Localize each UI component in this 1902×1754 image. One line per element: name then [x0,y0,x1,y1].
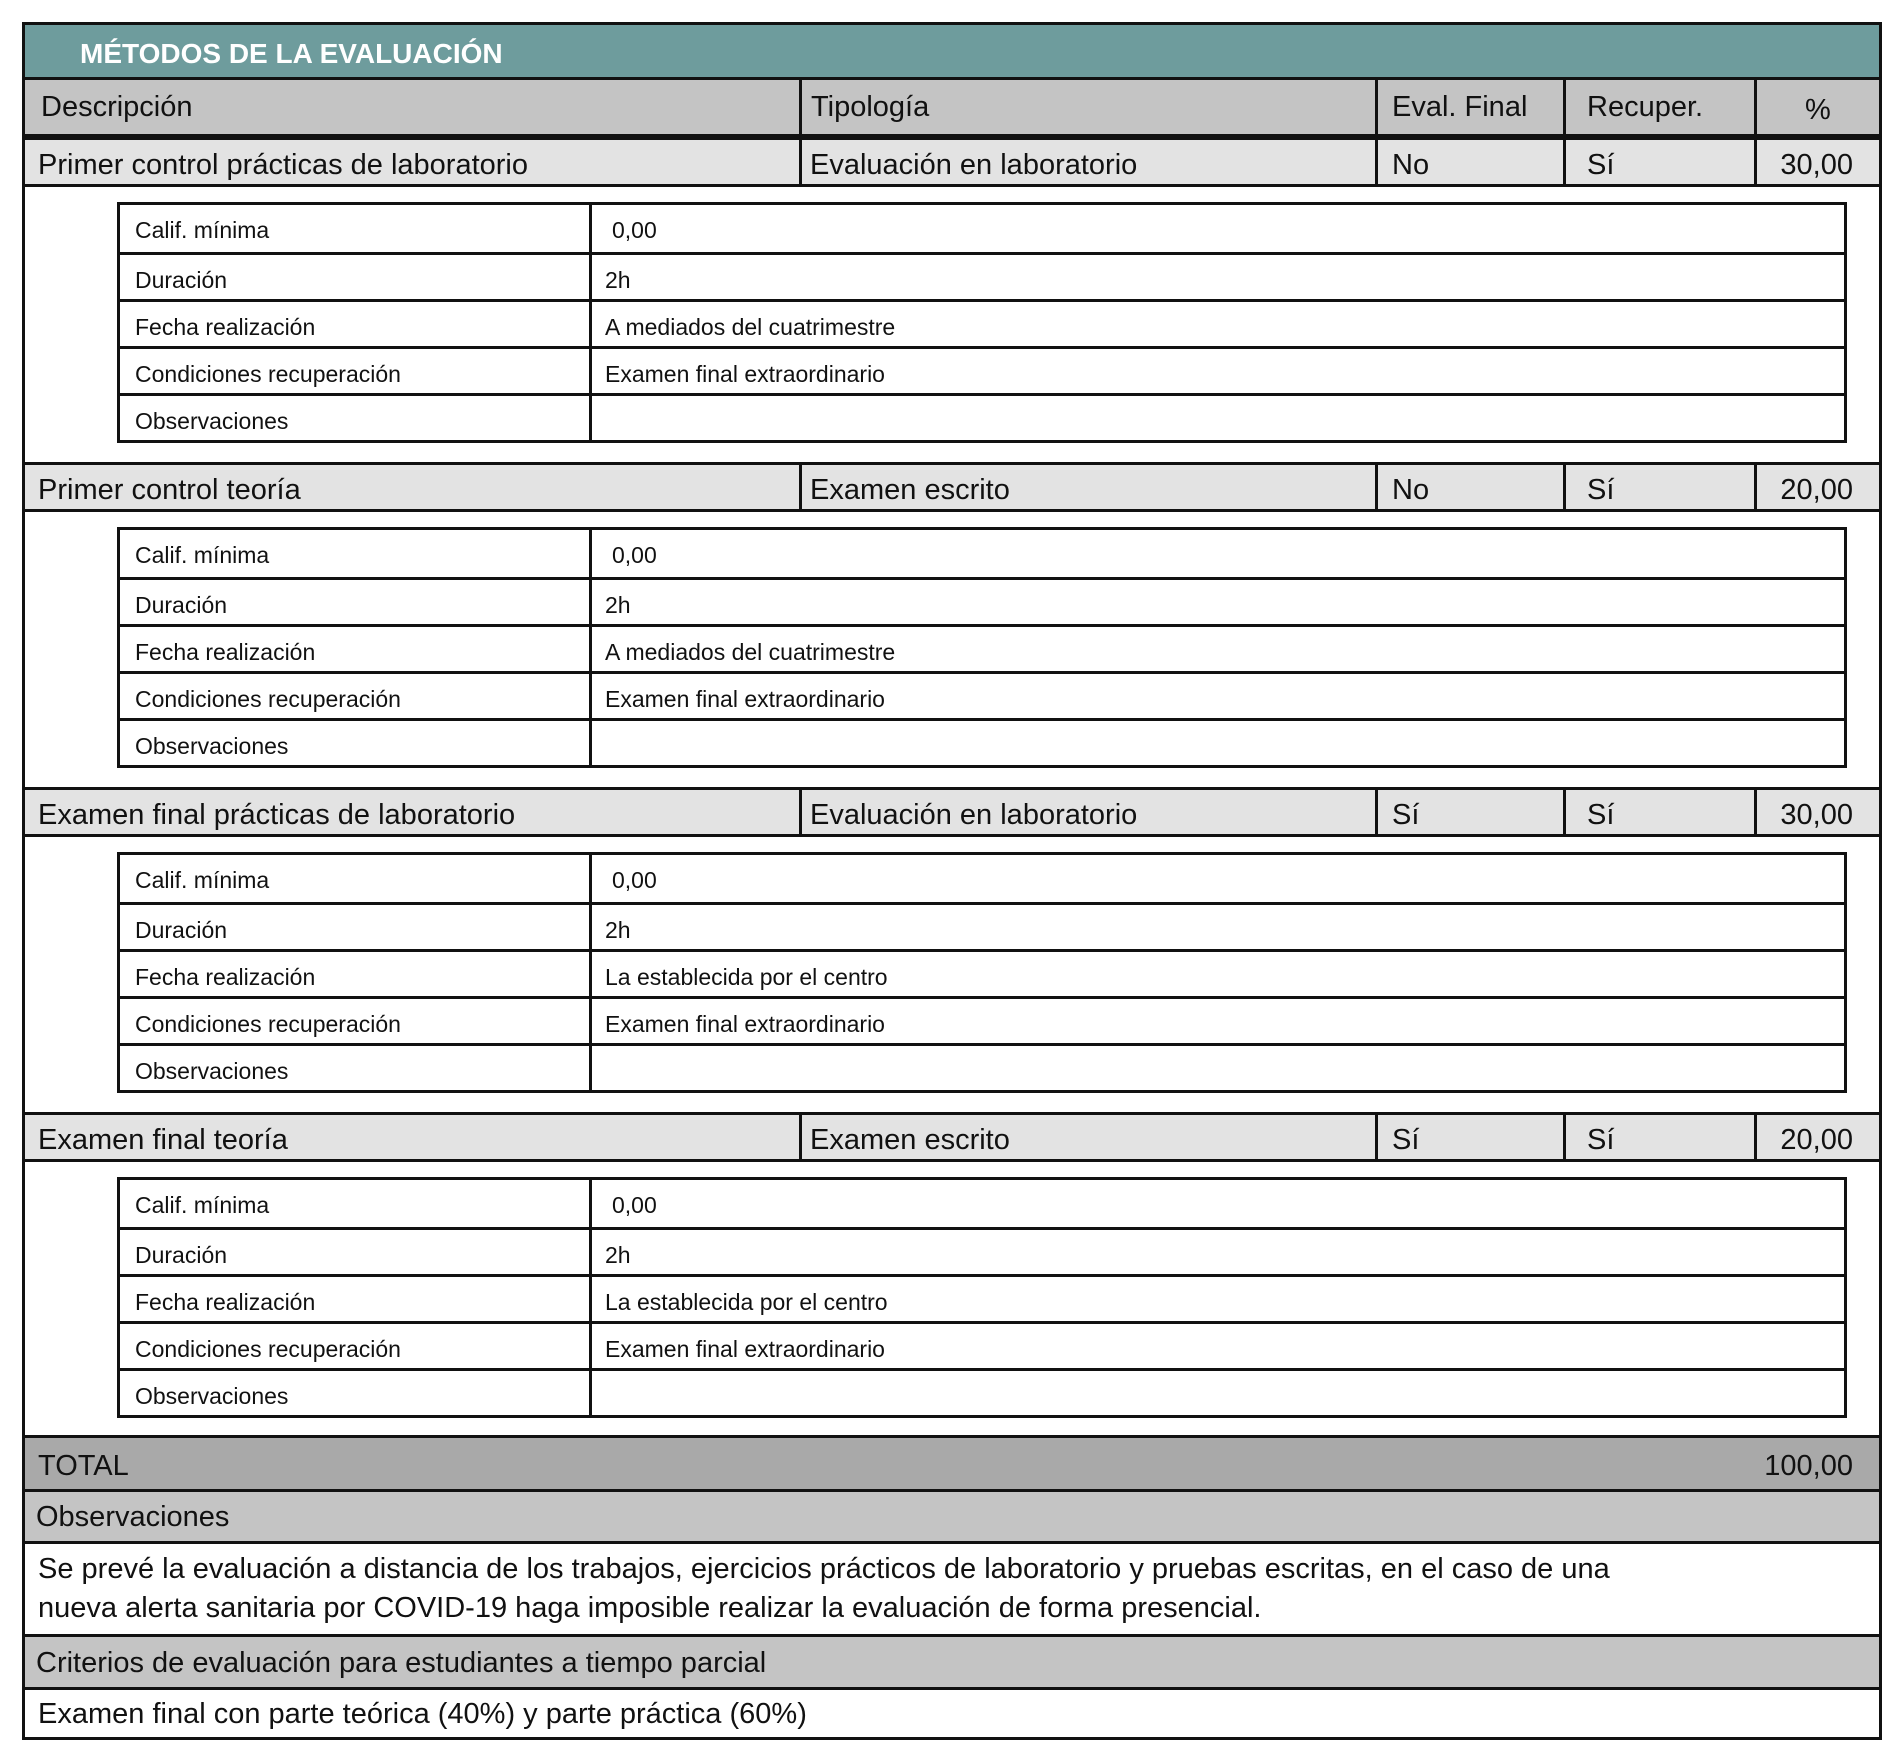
method-recuper: Sí [1587,1124,1615,1156]
method-row [22,787,1882,837]
detail-value: Examen final extraordinario [605,1011,885,1037]
col-tipologia: Tipología [811,91,930,123]
detail-label: Fecha realización [135,1289,316,1315]
detail-row-duracion [120,252,1844,299]
detail-label: Calif. mínima [135,867,270,893]
method-recuper: Sí [1587,474,1615,506]
method-eval-final: No [1392,149,1430,181]
detail-row-fecha [120,624,1844,671]
observaciones-body [22,1544,1882,1637]
col-eval-final: Eval. Final [1392,91,1528,123]
detail-value: 0,00 [612,1192,657,1218]
method-percent: 20,00 [1780,1124,1853,1156]
method-eval-final: Sí [1392,1124,1420,1156]
observaciones-text-line2: nueva alerta sanitaria por COVID-19 haga imposible realizar la evaluación de forma presencial. [38,1592,1262,1624]
method-descripcion: Primer control prácticas de laboratorio [38,149,528,181]
detail-value: A mediados del cuatrimestre [605,639,896,665]
method-row [22,462,1882,512]
col-recuper: Recuper. [1587,91,1704,123]
method-recuper: Sí [1587,149,1615,181]
detail-label: Duración [135,267,228,293]
detail-label: Calif. mínima [135,542,270,568]
detail-row-observaciones [120,393,1844,440]
method-detail-frame [22,512,1882,787]
method-eval-final: No [1392,474,1430,506]
detail-label: Fecha realización [135,964,316,990]
criterios-body [22,1690,1882,1740]
detail-row-calif-minima [120,530,1844,577]
detail-label: Condiciones recuperación [135,1336,401,1362]
total-value: 100,00 [1764,1450,1853,1482]
detail-value: 2h [605,917,631,943]
method-percent: 20,00 [1780,474,1853,506]
detail-value: 2h [605,267,631,293]
detail-label: Observaciones [135,408,289,434]
detail-row-observaciones [120,1043,1844,1090]
method-eval-final: Sí [1392,799,1420,831]
detail-row-observaciones [120,718,1844,765]
detail-value: La establecida por el centro [605,964,888,990]
detail-value: 0,00 [612,217,657,243]
detail-value: La establecida por el centro [605,1289,888,1315]
detail-value: 2h [605,1242,631,1268]
method-detail-table [117,852,1847,1093]
detail-label: Fecha realización [135,639,316,665]
detail-label: Condiciones recuperación [135,1011,401,1037]
detail-value: A mediados del cuatrimestre [605,314,896,340]
method-detail-table [117,527,1847,768]
method-percent: 30,00 [1780,149,1853,181]
method-percent: 30,00 [1780,799,1853,831]
detail-row-condiciones [120,996,1844,1043]
detail-label: Condiciones recuperación [135,361,401,387]
observaciones-heading-row [22,1492,1882,1544]
method-tipologia: Evaluación en laboratorio [810,799,1138,831]
detail-value: 0,00 [612,542,657,568]
detail-label: Observaciones [135,1383,289,1409]
method-descripcion: Primer control teoría [38,474,301,506]
detail-row-observaciones [120,1368,1844,1415]
detail-value: 0,00 [612,867,657,893]
detail-row-fecha [120,299,1844,346]
detail-label: Condiciones recuperación [135,686,401,712]
total-row [22,1435,1882,1492]
col-descripcion: Descripción [41,91,193,123]
detail-label: Fecha realización [135,314,316,340]
detail-row-fecha [120,949,1844,996]
method-detail-table [117,1177,1847,1418]
detail-row-condiciones [120,346,1844,393]
detail-label: Duración [135,917,228,943]
detail-row-calif-minima [120,855,1844,902]
detail-row-fecha [120,1274,1844,1321]
detail-row-duracion [120,577,1844,624]
detail-value: Examen final extraordinario [605,686,885,712]
detail-row-calif-minima [120,1180,1844,1227]
detail-label: Calif. mínima [135,217,270,243]
method-tipologia: Examen escrito [810,474,1010,506]
total-label: TOTAL [38,1450,129,1482]
observaciones-heading: Observaciones [36,1501,230,1533]
method-recuper: Sí [1587,799,1615,831]
method-descripcion: Examen final teoría [38,1124,288,1156]
method-detail-frame [22,837,1882,1112]
detail-value: 2h [605,592,631,618]
method-detail-table [117,202,1847,443]
section-title: MÉTODOS DE LA EVALUACIÓN [80,38,503,69]
detail-label: Duración [135,592,228,618]
section-title-bar [22,22,1882,80]
method-row [22,137,1882,187]
method-detail-frame [22,187,1882,484]
criterios-heading: Criterios de evaluación para estudiantes a tiempo parcial [36,1647,767,1679]
criterios-text: Examen final con parte teórica (40%) y parte práctica (60%) [38,1698,807,1730]
detail-label: Calif. mínima [135,1192,270,1218]
detail-row-calif-minima [120,205,1844,252]
method-descripcion: Examen final prácticas de laboratorio [38,799,516,831]
detail-row-duracion [120,1227,1844,1274]
detail-label: Observaciones [135,733,289,759]
method-tipologia: Evaluación en laboratorio [810,149,1138,181]
detail-row-condiciones [120,1321,1844,1368]
detail-value: Examen final extraordinario [605,361,885,387]
method-detail-frame [22,1162,1882,1435]
criterios-heading-row [22,1637,1882,1690]
detail-label: Observaciones [135,1058,289,1084]
detail-value: Examen final extraordinario [605,1336,885,1362]
detail-row-condiciones [120,671,1844,718]
method-tipologia: Examen escrito [810,1124,1010,1156]
col-percent: % [1805,94,1831,126]
detail-row-duracion [120,902,1844,949]
observaciones-text-line1: Se prevé la evaluación a distancia de los trabajos, ejercicios prácticos de laboratorio y pruebas escritas, en el caso de una [38,1553,1610,1585]
method-row [22,1112,1882,1162]
detail-label: Duración [135,1242,228,1268]
column-header-row [22,80,1882,137]
